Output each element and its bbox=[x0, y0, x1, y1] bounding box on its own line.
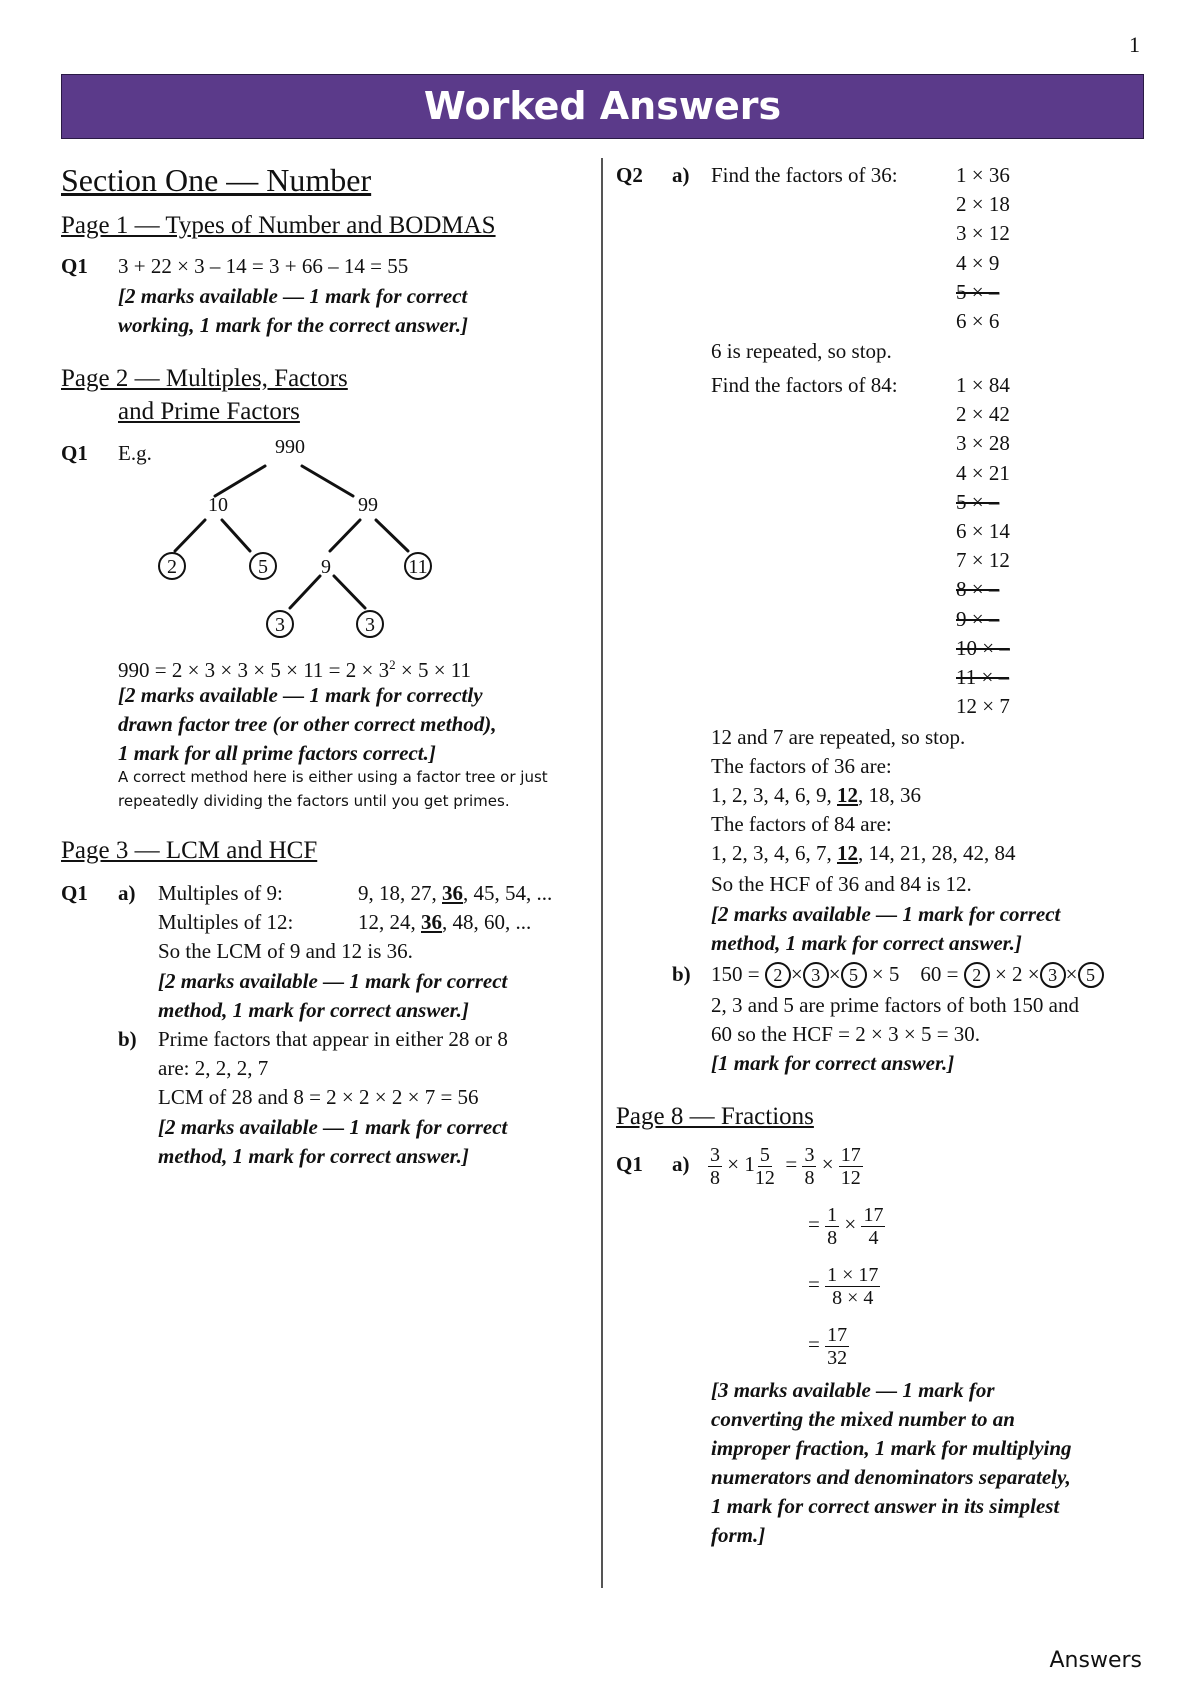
p2-marks-line2: drawn factor tree (or other correct method), bbox=[118, 712, 497, 736]
p3b-line3: LCM of 28 and 8 = 2 × 2 × 2 × 7 = 56 bbox=[158, 1085, 479, 1109]
tree-prime: 5 bbox=[258, 556, 268, 578]
p2-marks-line1: [2 marks available — 1 mark for correctly bbox=[118, 683, 483, 707]
p1-q1-label: Q1 bbox=[61, 254, 88, 278]
factors36-label: The factors of 36 are: bbox=[711, 754, 892, 778]
fraction bbox=[825, 1324, 849, 1369]
find36-label: Find the factors of 36: bbox=[711, 163, 898, 187]
tree-prime: 3 bbox=[365, 614, 375, 636]
q2-a-label: a) bbox=[672, 163, 690, 187]
fraction-line4: = $\frac{17}{32}$ bbox=[808, 1323, 848, 1369]
mult12-values bbox=[358, 909, 531, 935]
factors84-post: , 14, 21, 28, 42, 84 bbox=[858, 841, 1016, 865]
b60-mid: × 2 × bbox=[994, 962, 1040, 986]
factor-pair: 8 × – bbox=[956, 577, 1000, 602]
p8-marks-line5: 1 mark for correct answer in its simplest bbox=[711, 1494, 1060, 1518]
factor-pair: 2 × 18 bbox=[956, 192, 1010, 217]
p3-a-label: a) bbox=[118, 881, 136, 905]
tree-root: 990 bbox=[275, 436, 305, 458]
p2-result-exponent: 2 bbox=[389, 657, 396, 672]
mult9-pre: 9, 18, 27, bbox=[358, 881, 442, 905]
factors84-label: The factors of 84 are: bbox=[711, 812, 892, 836]
hcf-line: So the HCF of 36 and 84 is 12. bbox=[711, 872, 972, 896]
factor-pair: 3 × 12 bbox=[956, 221, 1010, 246]
fraction-line2: = $\frac{1}{8}$ × $\frac{17}{4}$ bbox=[808, 1203, 884, 1249]
p3-b-label: b) bbox=[118, 1027, 137, 1051]
numerator: 5 bbox=[759, 1143, 770, 1166]
p3b-marks-line1: [2 marks available — 1 mark for correct bbox=[158, 1115, 508, 1139]
factor-pair: 4 × 9 bbox=[956, 250, 1000, 275]
mult12-post: , 48, 60, ... bbox=[442, 910, 532, 934]
denominator: 8 bbox=[827, 1226, 838, 1249]
denominator: 8 bbox=[804, 1166, 815, 1189]
factor-tree-diagram bbox=[140, 428, 480, 646]
p2-note-line2: repeatedly dividing the factors until you get primes. bbox=[118, 792, 510, 810]
section-title: Section One — Number bbox=[61, 162, 372, 198]
stop84-line: 12 and 7 are repeated, so stop. bbox=[711, 725, 966, 749]
b150-circled-prime: 5 bbox=[841, 962, 867, 988]
factors84-list bbox=[711, 840, 1016, 866]
factor-pair: 6 × 14 bbox=[956, 519, 1010, 543]
factor-pair: 2 × 42 bbox=[956, 402, 1010, 427]
mult9-post: , 45, 54, ... bbox=[463, 881, 553, 905]
numerator: 17 bbox=[863, 1203, 884, 1226]
p2-result-main: 990 = 2 × 3 × 3 × 5 × 11 = 2 × 3 bbox=[118, 658, 390, 682]
fraction bbox=[861, 1204, 885, 1249]
factor-pair: 4 × 21 bbox=[956, 460, 1010, 485]
mult12-common: 36 bbox=[421, 910, 442, 934]
q2-b-label: b) bbox=[672, 962, 691, 986]
factor-pair: 6 × 6 bbox=[956, 309, 1000, 333]
fraction bbox=[839, 1144, 863, 1189]
mult9-values bbox=[358, 880, 552, 906]
denominator: 32 bbox=[827, 1346, 848, 1369]
numerator: 17 bbox=[827, 1323, 848, 1346]
tree-node: 9 bbox=[321, 556, 331, 578]
factor-pair: 10 × – bbox=[956, 635, 1010, 660]
page-banner: Worked Answers bbox=[61, 74, 1144, 139]
p3a-marks-line1: [2 marks available — 1 mark for correct bbox=[158, 969, 508, 993]
q2b-line2: 60 so the HCF = 2 × 3 × 5 = 30. bbox=[711, 1022, 981, 1046]
factors36-list bbox=[711, 782, 921, 808]
p1-working: 3 + 22 × 3 – 14 = 3 + 66 – 14 = 55 bbox=[118, 254, 409, 278]
p2-result-tail: × 5 × 11 bbox=[395, 658, 472, 682]
page8-heading: Page 8 — Fractions bbox=[616, 1103, 814, 1130]
p1-marks-line2: working, 1 mark for the correct answer.] bbox=[118, 313, 469, 337]
tree-prime: 11 bbox=[408, 556, 428, 578]
p3-q1-label: Q1 bbox=[61, 881, 88, 905]
tree-branch bbox=[175, 520, 205, 551]
mult9-common: 36 bbox=[442, 881, 463, 905]
numerator: 3 bbox=[804, 1143, 815, 1166]
page2-heading-cont: and Prime Factors bbox=[118, 398, 300, 425]
fraction bbox=[825, 1264, 880, 1309]
p8-marks-line4: numerators and denominators separately, bbox=[711, 1465, 1071, 1489]
factor-pair: 11 × – bbox=[956, 665, 1010, 689]
q2a-marks-line2: method, 1 mark for correct answer.] bbox=[711, 931, 1022, 955]
p2-result bbox=[118, 652, 471, 683]
tree-branch bbox=[290, 576, 320, 608]
tree-node: 99 bbox=[358, 494, 378, 516]
p3a-marks-line2: method, 1 mark for correct answer.] bbox=[158, 998, 469, 1022]
p8-marks-line2: converting the mixed number to an bbox=[711, 1407, 1015, 1431]
numerator: 3 bbox=[710, 1143, 720, 1166]
page3-heading: Page 3 — LCM and HCF bbox=[61, 837, 318, 864]
p2-eg-label: E.g. bbox=[118, 441, 152, 465]
lcm-line: So the LCM of 9 and 12 is 36. bbox=[158, 939, 413, 963]
fraction bbox=[825, 1204, 839, 1249]
p2-marks-line3: 1 mark for all prime factors correct.] bbox=[118, 741, 436, 765]
p1-marks-line1: [2 marks available — 1 mark for correct bbox=[118, 284, 468, 308]
q2b-line1: 2, 3 and 5 are prime factors of both 150 and bbox=[711, 993, 1079, 1017]
p8-marks-line6: form.] bbox=[711, 1523, 766, 1547]
factors84-pre: 1, 2, 3, 4, 6, 7, bbox=[711, 841, 837, 865]
denominator: 4 bbox=[868, 1226, 879, 1249]
numerator: 1 × 17 bbox=[827, 1263, 879, 1286]
denominator: 12 bbox=[754, 1166, 775, 1189]
factor-pair: 5 × – bbox=[956, 489, 1000, 514]
factors84-common: 12 bbox=[837, 841, 858, 865]
factors36-common: 12 bbox=[837, 783, 858, 807]
b150-circled-prime: 3 bbox=[803, 962, 829, 988]
fraction-line1: $\frac{3}{8}$ × 1 $\frac{5}{12}$ = $\frac{3}{8}$ × $\frac{17}{12}$ bbox=[710, 1143, 861, 1189]
find84-label: Find the factors of 84: bbox=[711, 373, 898, 397]
p2-note-line1: A correct method here is either using a factor tree or just bbox=[118, 768, 548, 786]
p2-q1-label: Q1 bbox=[61, 441, 88, 465]
factor-pair: 1 × 84 bbox=[956, 373, 1010, 397]
q2a-marks-line1: [2 marks available — 1 mark for correct bbox=[711, 902, 1061, 926]
tree-node: 10 bbox=[208, 494, 228, 516]
q2b-factorisation: 150 = 2 × 3 × 5 × 5 60 = 2 × 2 × 3 × 5 bbox=[711, 961, 1104, 988]
factor-pair: 3 × 28 bbox=[956, 431, 1010, 456]
numerator: 17 bbox=[840, 1143, 861, 1166]
b60-circled-prime: 2 bbox=[964, 962, 990, 988]
fraction bbox=[755, 1144, 775, 1189]
b60-label: 60 = bbox=[920, 962, 959, 986]
factor-pair: 5 × – bbox=[956, 279, 1000, 304]
page-number: 1 bbox=[1129, 32, 1140, 57]
factor-pair: 1 × 36 bbox=[956, 163, 1010, 187]
mult9-label: Multiples of 9: bbox=[158, 881, 283, 905]
b60-circled-prime: 5 bbox=[1078, 962, 1104, 988]
p8-q1-label: Q1 bbox=[616, 1152, 643, 1176]
mult12-label: Multiples of 12: bbox=[158, 910, 294, 934]
tree-branch bbox=[376, 520, 408, 551]
column-divider bbox=[601, 158, 603, 1588]
denominator: 12 bbox=[840, 1166, 861, 1189]
tree-branch bbox=[302, 466, 353, 496]
mixed-whole: 1 bbox=[744, 1152, 755, 1176]
factor-pair: 12 × 7 bbox=[956, 694, 1010, 719]
tree-branch bbox=[334, 576, 365, 608]
mult12-pre: 12, 24, bbox=[358, 910, 421, 934]
q2b-marks: [1 mark for correct answer.] bbox=[711, 1051, 955, 1075]
tree-prime: 2 bbox=[167, 556, 177, 578]
denominator: 8 × 4 bbox=[832, 1286, 874, 1309]
factors36-post: , 18, 36 bbox=[858, 783, 921, 807]
factors36-pre: 1, 2, 3, 4, 6, 9, bbox=[711, 783, 837, 807]
stop36-line: 6 is repeated, so stop. bbox=[711, 339, 892, 363]
fraction bbox=[802, 1144, 816, 1189]
p3b-line1: Prime factors that appear in either 28 or 8 bbox=[158, 1027, 508, 1051]
numerator: 1 bbox=[827, 1203, 838, 1226]
p8-marks-line1: [3 marks available — 1 mark for bbox=[711, 1378, 995, 1402]
fraction bbox=[708, 1144, 722, 1189]
tree-prime: 3 bbox=[275, 614, 285, 636]
tree-branch bbox=[222, 520, 250, 551]
page2-heading: Page 2 — Multiples, Factors bbox=[61, 365, 348, 392]
b60-circled-prime: 3 bbox=[1040, 962, 1066, 988]
p8-marks-line3: improper fraction, 1 mark for multiplying bbox=[711, 1436, 1072, 1460]
b150-tail: × 5 bbox=[871, 962, 900, 986]
denominator: 8 bbox=[710, 1166, 720, 1189]
footer-label: Answers bbox=[1049, 1648, 1142, 1673]
p3b-marks-line2: method, 1 mark for correct answer.] bbox=[158, 1144, 469, 1168]
tree-branch bbox=[215, 466, 265, 496]
p8-a-label: a) bbox=[672, 1152, 690, 1176]
p3b-line2: are: 2, 2, 2, 7 bbox=[158, 1056, 269, 1080]
factor-pair: 7 × 12 bbox=[956, 548, 1010, 573]
fraction-line3: = $\frac{1 \times 17}{8 \times 4}$ bbox=[808, 1263, 879, 1309]
factor-pair: 9 × – bbox=[956, 606, 1000, 631]
tree-branch bbox=[330, 520, 360, 551]
b150-circled-prime: 2 bbox=[765, 962, 791, 988]
b150-label: 150 = bbox=[711, 962, 760, 986]
q2-label: Q2 bbox=[616, 163, 643, 187]
page1-heading: Page 1 — Types of Number and BODMAS bbox=[61, 212, 496, 239]
